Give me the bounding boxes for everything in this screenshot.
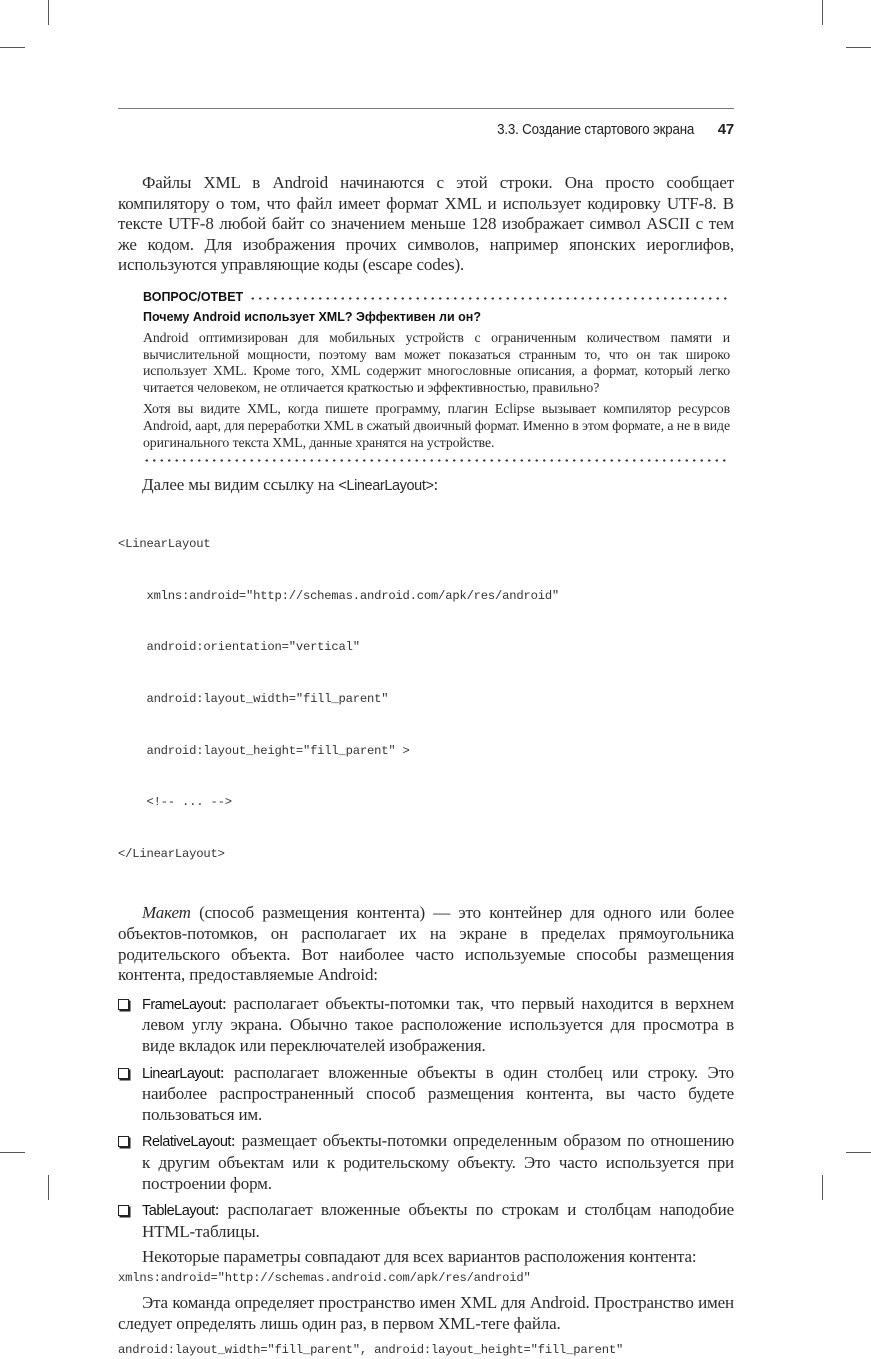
layouts-list [118, 994, 734, 1243]
code-line: android:layout_width="fill_parent" [118, 691, 389, 706]
crop-mark-top-right-horizontal [846, 47, 871, 48]
qa-answer-1: Android оптимизирован для мобильных устройств с ограниченным количеством памяти и вычислительной мощности, поэтому вам может показаться странным то, что он так широко использует XML. Кроме того, XML содержит многословные описания, а формат, который легко читается человеком, не отличается краткостью и эффективностью, правильно? [143, 329, 730, 395]
list-item-description: : располагает вложенные объекты по строкам и столбцам наподобие HTML-таблицы. [142, 1200, 734, 1241]
layout-paragraph-text: (способ размещения контента) — это контейнер для одного или более объектов-потомков, он располагает их на экране в пределах прямоугольника родительского объекта. Вот наиболее часто используемые способы размещения контента, предоставляемые Android: [118, 903, 734, 985]
namespace-paragraph: Эта команда определяет пространство имен XML для Android. Пространство имен следует определять лишь один раз, в первом XML-теге файла. [118, 1293, 734, 1333]
intro-paragraph: Файлы XML в Android начинаются с этой строки. Она просто сообщает компилятору о том, что файл имеет формат XML и использует кодировку UTF-8. В тексте UTF-8 любой байт со значением меньше 128 изображает символ ASCII с тем же кодом. Для изображения прочих символов, например японских иероглифов, используются управляющие коды (escape codes). [118, 173, 734, 275]
page-number: 47 [717, 121, 734, 138]
dotted-rule-bottom [143, 459, 730, 462]
crop-mark-bottom-right-vertical [822, 1175, 823, 1200]
xmlns-code: xmlns:android="http://schemas.android.com/apk/res/android" [118, 1270, 531, 1285]
code-line: <LinearLayout [118, 537, 211, 552]
term-maket: Макет [142, 903, 191, 923]
crop-mark-top-right-vertical [822, 0, 823, 25]
intro-text: Далее мы видим ссылку на [142, 475, 339, 495]
list-item [118, 1200, 734, 1242]
qa-answer-2: Хотя вы видите XML, когда пишете программу, плагин Eclipse вызывает компилятор ресурсов Android, aapt, для переработки XML в сжатый двоичный формат. Именно в этом формате, а не в виде оригинального текста XML, данные хранятся на устройстве. [143, 401, 730, 450]
qa-label: ВОПРОС/ОТВЕТ [143, 289, 244, 304]
code-line: xmlns:android="http://schemas.android.com/apk/res/android" [118, 588, 560, 603]
list-item-term: TableLayout [142, 1203, 215, 1220]
inline-code: <LinearLayout> [338, 478, 434, 495]
intro-suffix: : [433, 475, 439, 495]
qa-sidebar [143, 290, 730, 462]
linear-layout-intro [118, 475, 734, 497]
code-line: android:orientation="vertical" [118, 640, 360, 655]
common-params-paragraph: Некоторые параметры совпадают для всех вариантов расположения контента: [142, 1247, 697, 1267]
code-line: </LinearLayout> [118, 846, 225, 861]
list-item [118, 1063, 734, 1126]
list-item-description: : располагает объекты-потомки так, что первый находится в верхнем левом углу экрана. Обычно такое расположение используется для просмотра в виде вкладок или переключателей изображения. [142, 993, 734, 1055]
checkbox-bullet-icon [118, 1136, 129, 1147]
checkbox-bullet-icon [118, 1205, 129, 1216]
layout-params-code: android:layout_width="fill_parent", android:layout_height="fill_parent" [118, 1343, 624, 1358]
list-item-term: LinearLayout [142, 1065, 220, 1082]
chapter-title: 3.3. Создание стартового экрана [496, 122, 694, 138]
list-item [118, 994, 734, 1057]
dotted-rule [249, 297, 730, 300]
qa-question: Почему Android использует XML? Эффективен ли он? [143, 309, 481, 324]
running-head [118, 108, 734, 138]
code-line: <!-- ... --> [118, 795, 232, 810]
crop-mark-top-left-horizontal [0, 47, 25, 48]
crop-mark-top-left-vertical [48, 0, 49, 25]
list-item-description: : размещает объекты-потомки определенным образом по отношению к другим объектам или к родительскому объекту. Это часто используется при построении форм. [142, 1131, 734, 1193]
code-line: android:layout_height="fill_parent" > [118, 743, 410, 758]
list-item-description: : располагает вложенные объекты в один столбец или строку. Это наиболее распространенный способ размещения контента, вы часто будете пользоваться им. [142, 1062, 734, 1124]
crop-mark-bottom-right-horizontal [846, 1152, 871, 1153]
checkbox-bullet-icon [118, 999, 129, 1010]
book-page [118, 108, 734, 1359]
qa-header [143, 290, 730, 304]
crop-mark-bottom-left-vertical [48, 1175, 49, 1200]
layout-paragraph [118, 903, 734, 985]
code-block [118, 502, 734, 898]
list-item-term: RelativeLayout [142, 1134, 231, 1151]
list-item [118, 1131, 734, 1194]
crop-mark-bottom-left-horizontal [0, 1152, 25, 1153]
list-item-term: FrameLayout [142, 996, 222, 1013]
checkbox-bullet-icon [118, 1068, 129, 1079]
